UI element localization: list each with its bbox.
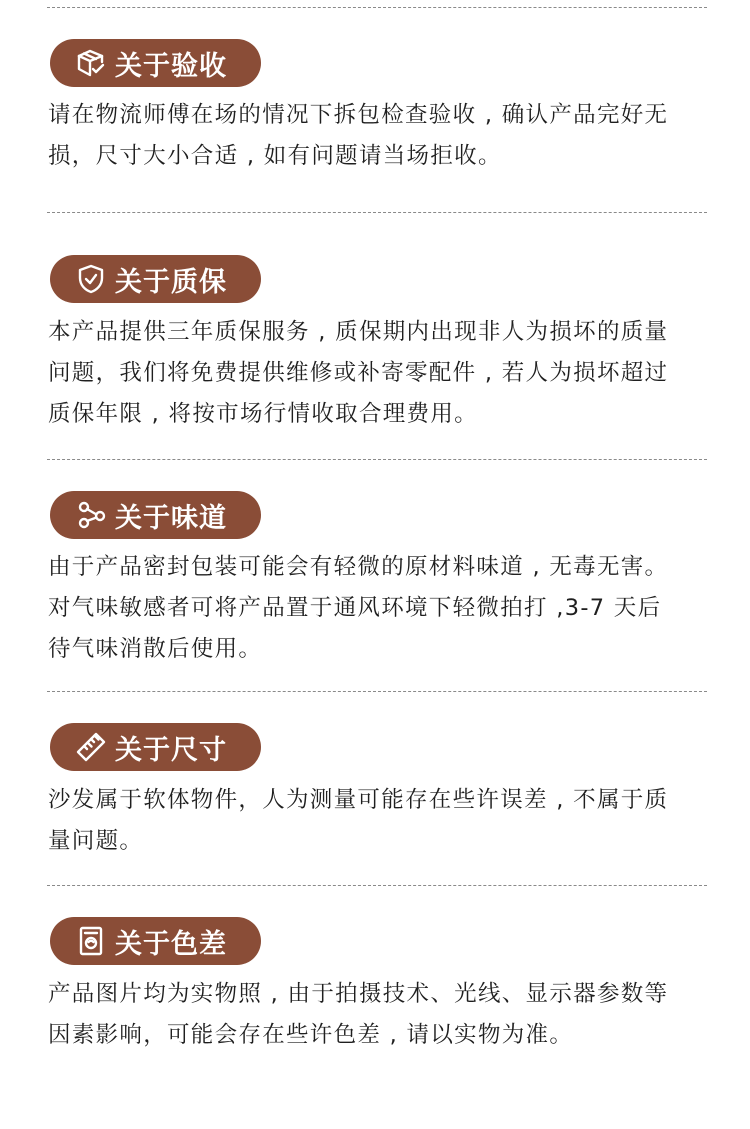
photo-frame-icon bbox=[74, 924, 108, 958]
body-line: 待气味消散后使用。 bbox=[48, 636, 263, 662]
section-title: 关于味道 bbox=[115, 502, 227, 534]
body-line: 问题，我们将免费提供维修或补寄零配件 , 若人为损坏超过 bbox=[48, 360, 669, 386]
section-body-color bbox=[48, 974, 710, 1056]
section-divider bbox=[47, 459, 707, 460]
section-badge-acceptance bbox=[50, 39, 261, 87]
section-title: 关于验收 bbox=[115, 50, 227, 82]
section-badge-warranty bbox=[50, 255, 261, 303]
body-line: 量问题。 bbox=[48, 828, 144, 854]
section-body-size bbox=[48, 780, 710, 862]
body-line: 产品图片均为实物照 , 由于拍摄技术、光线、显示器参数等 bbox=[48, 981, 669, 1007]
section-divider bbox=[47, 212, 707, 213]
section-divider bbox=[47, 7, 707, 8]
package-check-icon bbox=[74, 46, 108, 80]
body-line: 沙发属于软体物件，人为测量可能存在些许误差 , 不属于质 bbox=[48, 787, 669, 813]
ruler-icon bbox=[74, 730, 108, 764]
section-divider bbox=[47, 885, 707, 886]
section-badge-size bbox=[50, 723, 261, 771]
body-line: 因素影响，可能会存在些许色差 , 请以实物为准。 bbox=[48, 1022, 574, 1048]
section-title: 关于色差 bbox=[115, 928, 227, 960]
body-line: 请在物流师傅在场的情况下拆包检查验收 , 确认产品完好无 bbox=[48, 102, 669, 128]
body-line: 对气味敏感者可将产品置于通风环境下轻微拍打 ,3-7 天后 bbox=[48, 595, 662, 621]
section-divider bbox=[47, 691, 707, 692]
section-body-warranty bbox=[48, 312, 710, 435]
section-title: 关于尺寸 bbox=[115, 734, 227, 766]
body-line: 损，尺寸大小合适 , 如有问题请当场拒收。 bbox=[48, 143, 502, 169]
shield-check-icon bbox=[74, 262, 108, 296]
section-badge-smell bbox=[50, 491, 261, 539]
section-title: 关于质保 bbox=[115, 266, 227, 298]
section-badge-color bbox=[50, 917, 261, 965]
body-line: 本产品提供三年质保服务 , 质保期内出现非人为损坏的质量 bbox=[48, 319, 669, 345]
section-body-smell bbox=[48, 547, 710, 670]
section-body-acceptance bbox=[48, 95, 710, 177]
molecule-icon bbox=[74, 498, 108, 532]
body-line: 由于产品密封包装可能会有轻微的原材料味道 , 无毒无害。 bbox=[48, 554, 669, 580]
body-line: 质保年限 , 将按市场行情收取合理费用。 bbox=[48, 401, 478, 427]
